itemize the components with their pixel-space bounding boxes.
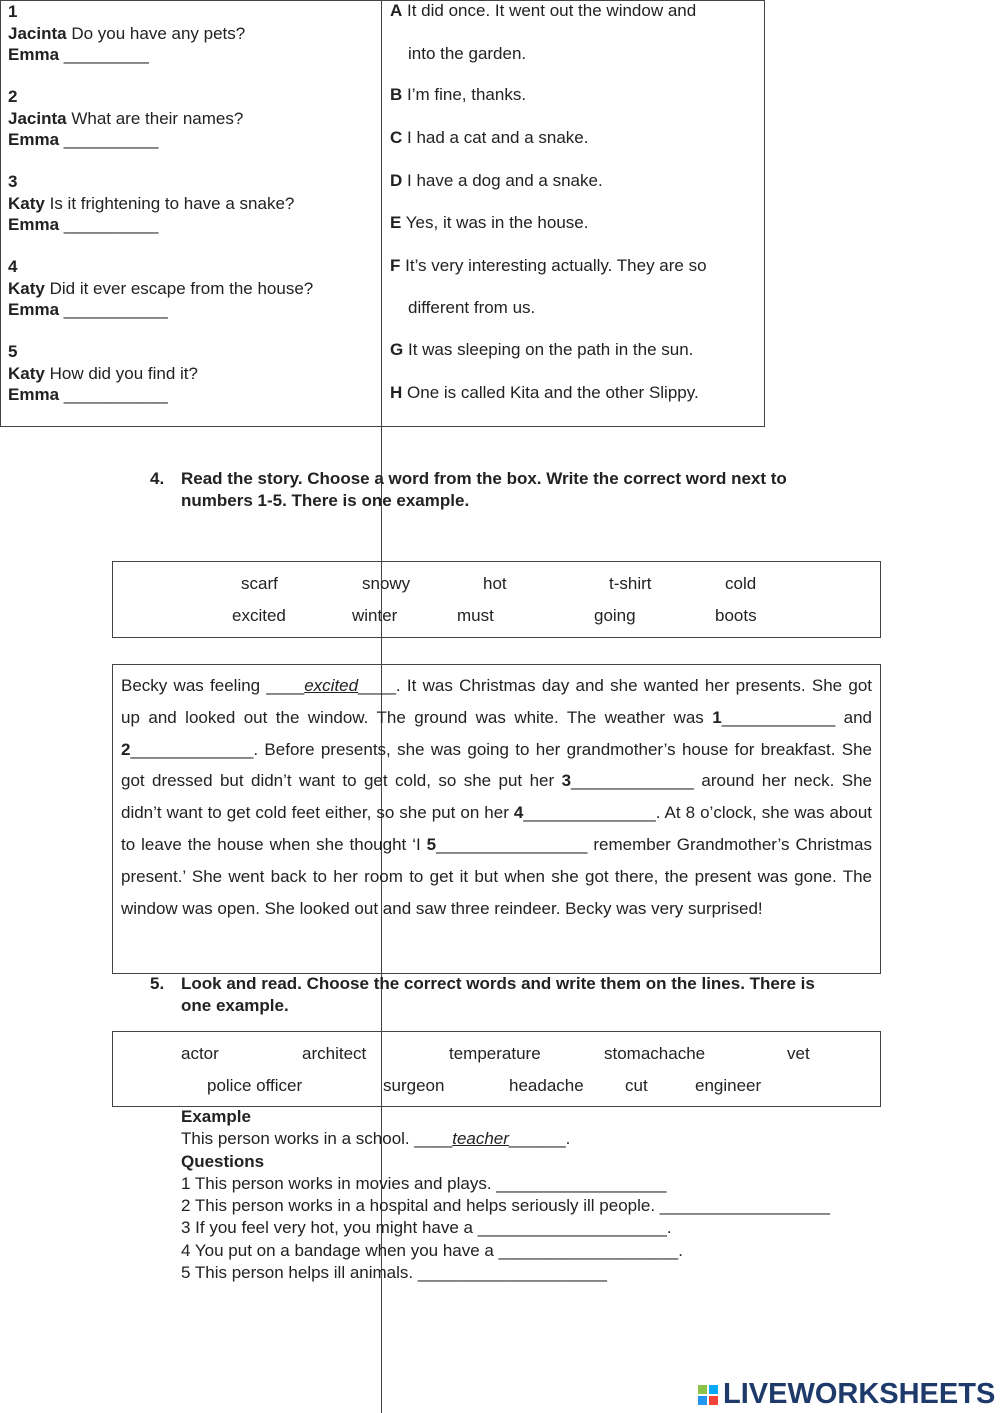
dialogue-item: 1 Jacinta Do you have any pets? Emma _________ xyxy=(8,2,246,64)
dialogue-item: 3 Katy Is it frightening to have a snake? Emma __________ xyxy=(8,172,295,234)
question-item: 5 This person helps ill animals. ____________________ xyxy=(181,1263,607,1283)
answer-blank-5[interactable]: ________________ xyxy=(436,834,588,854)
option-a: A It did once. It went out the window and xyxy=(390,1,697,20)
question-item: 1 This person works in movies and plays. __________________ xyxy=(181,1173,667,1193)
liveworksheets-logo xyxy=(697,1378,995,1411)
answer-blank[interactable]: __________ xyxy=(63,130,159,149)
word: cut xyxy=(625,1076,648,1095)
question-item: 2 This person works in a hospital and helps seriously ill people. __________________ xyxy=(181,1196,830,1216)
answer-blank-1[interactable]: ____________ xyxy=(721,707,836,727)
example-answer: excited xyxy=(304,676,359,695)
answer-blank[interactable]: ___________________ xyxy=(498,1240,679,1260)
answer-blank[interactable]: ____________________ xyxy=(417,1263,607,1283)
answer-blank[interactable]: ____________________ xyxy=(477,1218,667,1238)
answer-blank-3[interactable]: _____________ xyxy=(571,771,694,791)
word: engineer xyxy=(695,1076,762,1095)
word: actor xyxy=(181,1044,219,1063)
example-answer: teacher xyxy=(452,1129,509,1149)
dialogue-item: 4 Katy Did it ever escape from the house? Emma ___________ xyxy=(8,257,314,319)
word: scarf xyxy=(241,574,278,593)
word: snowy xyxy=(362,574,411,593)
word: architect xyxy=(302,1044,367,1063)
word: going xyxy=(594,606,636,625)
option-e: E Yes, it was in the house. xyxy=(390,213,589,232)
answer-blank-2[interactable]: _____________ xyxy=(130,739,254,759)
word: headache xyxy=(509,1076,584,1095)
question-item: 4 You put on a bandage when you have a ___________________. xyxy=(181,1240,683,1260)
section-5-questions: Example This person works in a school. ____teacher______. Questions 1 This person works in movies and plays. __________________ 2 This person works in a hospital and helps seriously ill people. __________________ 3 If you feel very hot, you might have a ____________________. 4 You put on a bandage when you have a ___________________. 5 This person helps ill animals. ____________________ xyxy=(181,1106,830,1284)
answer-blank-4[interactable]: ______________ xyxy=(523,803,656,823)
answer-blank[interactable]: __________________ xyxy=(496,1173,667,1193)
word: winter xyxy=(352,606,398,625)
word: cold xyxy=(725,574,757,593)
word: boots xyxy=(715,606,757,625)
answer-blank[interactable]: __________________ xyxy=(659,1196,830,1216)
word-box-5 xyxy=(112,1031,881,1107)
question-item: 3 If you feel very hot, you might have a ____________________. xyxy=(181,1218,672,1238)
word: must xyxy=(457,606,494,625)
word: stomachache xyxy=(604,1044,706,1063)
section-5-heading: 5. Look and read. Choose the correct words and write them on the lines. There is one example. xyxy=(150,974,815,1015)
option-c: C I had a cat and a snake. xyxy=(390,128,589,147)
option-f: F It’s very interesting actually. They are so xyxy=(390,256,707,275)
answer-blank[interactable]: __________ xyxy=(63,215,159,234)
word: surgeon xyxy=(383,1076,445,1095)
option-f-cont: different from us. xyxy=(408,298,536,317)
option-h: H One is called Kita and the other Slippy. xyxy=(390,383,699,402)
answer-blank[interactable]: _________ xyxy=(63,45,149,64)
word: police officer xyxy=(207,1076,303,1095)
section-4-heading: 4. Read the story. Choose a word from the box. Write the correct word next to numbers 1-5. There is one example. xyxy=(150,469,787,510)
option-d: D I have a dog and a snake. xyxy=(390,171,603,190)
story-text: Becky was feeling ____excited____. It was Christmas day and she wanted her presents. She got up and looked out the window. The ground was white. The weather was 1____________ and 2_____________. Before presents, she was going to her grandmother’s house for breakfast. She got dressed but didn’t want to get cold, so she put her 3_____________ around her neck. She didn’t want to get cold feet either, so she put on her 4______________. At 8 o’clock, she was about to leave the house when she thought ‘I 5________________ remember Grandmother’s Christmas present.’ She went back to her room to get it but when she got there, the present was gone. The window was open. She looked out and saw three reindeer. Becky was very surprised! xyxy=(121,676,872,918)
dialogue-item: 5 Katy How did you find it? Emma ___________ xyxy=(8,342,198,404)
word: hot xyxy=(483,574,507,593)
dialogue-item: 2 Jacinta What are their names? Emma __________ xyxy=(8,87,244,149)
logo-text: LIVEWORKSHEETS xyxy=(723,1378,996,1410)
word: temperature xyxy=(449,1044,541,1063)
word: excited xyxy=(232,606,286,625)
word: t-shirt xyxy=(609,574,652,593)
answer-blank[interactable]: ___________ xyxy=(63,300,168,319)
dialogue-matching-table xyxy=(0,0,765,427)
story-box xyxy=(112,664,881,974)
word-box-4 xyxy=(112,561,881,638)
option-g: G It was sleeping on the path in the sun. xyxy=(390,340,694,359)
option-a-cont: into the garden. xyxy=(408,44,527,63)
logo-icon xyxy=(697,1384,721,1406)
option-b: B I’m fine, thanks. xyxy=(390,85,527,104)
word: vet xyxy=(787,1044,810,1063)
answer-blank[interactable]: ___________ xyxy=(63,385,168,404)
